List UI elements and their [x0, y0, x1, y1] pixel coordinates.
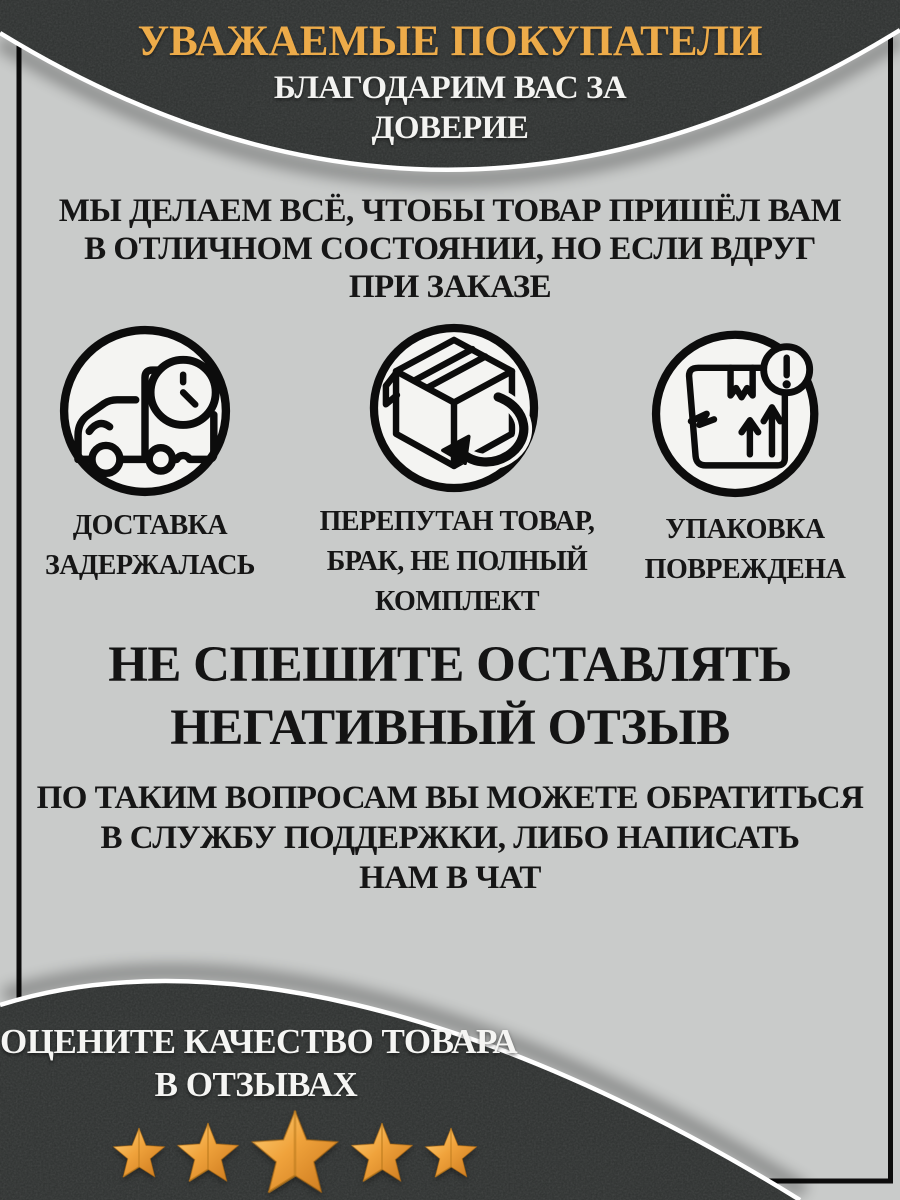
issue-label-line: БРАК, НЕ ПОЛНЫЙ — [326, 546, 588, 577]
page-subtitle — [0, 68, 900, 148]
warning-heading — [14, 634, 886, 760]
issue-label-line: ДОСТАВКА — [72, 510, 228, 541]
warning-heading-line: НЕ СПЕШИТЕ ОСТАВЛЯТЬ — [108, 637, 792, 693]
box-return-arrow-icon — [362, 316, 546, 500]
star-icon — [424, 1127, 478, 1181]
page-title: УВАЖАЕМЫЕ ПОКУПАТЕЛИ — [137, 18, 763, 65]
subtitle-line: БЛАГОДАРИМ ВАС ЗА — [273, 70, 627, 106]
issue-label-damaged-packaging — [615, 510, 875, 590]
issue-label-line: ПЕРЕПУТАН ТОВАР, — [319, 506, 595, 537]
intro-line: МЫ ДЕЛАЕМ ВСЁ, ЧТОБЫ ТОВАР ПРИШЁЛ ВАМ — [58, 193, 842, 229]
intro-paragraph — [14, 192, 886, 306]
warning-heading-line: НЕГАТИВНЫЙ ОТЗЫВ — [170, 700, 730, 756]
star-icon — [350, 1122, 414, 1186]
rating-stars — [85, 1104, 505, 1200]
intro-line: ПРИ ЗАКАЗЕ — [348, 269, 552, 305]
footer-cta-line: ОЦЕНИТЕ КАЧЕСТВО ТОВАРА — [0, 1022, 518, 1061]
issue-label-delivery — [30, 506, 270, 586]
footer-cta — [0, 1020, 518, 1106]
support-paragraph — [14, 778, 886, 898]
support-line: НАМ В ЧАТ — [359, 860, 541, 896]
star-icon — [112, 1127, 166, 1181]
star-icon-large — [250, 1109, 340, 1199]
issue-label-line: УПАКОВКА — [665, 514, 825, 545]
star-icon — [176, 1122, 240, 1186]
subtitle-line: ДОВЕРИЕ — [371, 110, 529, 146]
support-line: В СЛУЖБУ ПОДДЕРЖКИ, ЛИБО НАПИСАТЬ — [100, 820, 800, 856]
issue-label-line: КОМПЛЕКТ — [374, 586, 540, 617]
damaged-package-icon — [645, 320, 829, 504]
issue-label-line: ЗАДЕРЖАЛАСЬ — [45, 550, 255, 581]
footer-cta-line: В ОТЗЫВАХ — [154, 1065, 358, 1104]
issue-label-line: ПОВРЕЖДЕНА — [644, 554, 846, 585]
issue-label-wrong-item — [307, 502, 607, 622]
support-line: ПО ТАКИМ ВОПРОСАМ ВЫ МОЖЕТЕ ОБРАТИТЬСЯ — [36, 780, 864, 816]
intro-line: В ОТЛИЧНОМ СОСТОЯНИИ, НО ЕСЛИ ВДРУГ — [84, 231, 816, 267]
delivery-truck-clock-icon — [52, 318, 238, 504]
